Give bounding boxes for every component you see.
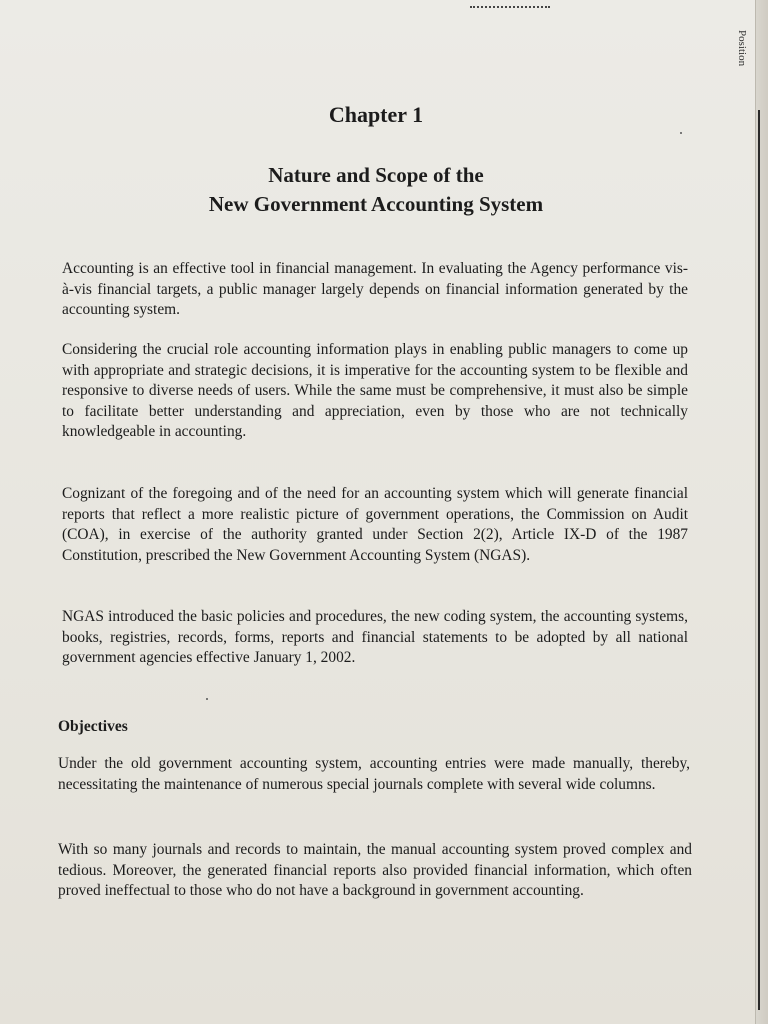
scan-speck [206, 698, 208, 700]
margin-label: Position [736, 30, 748, 67]
paragraph-journals: With so many journals and records to maintain, the manual accounting system proved complex and tedious. Moreover, the generated financial reports also provided financial information, which often proved ineffectual to those who do not have a background in government accounting. [58, 841, 692, 900]
objectives-heading: Objectives [58, 718, 128, 735]
adjacent-page-edge [755, 0, 768, 1024]
paragraph-ngas: NGAS introduced the basic policies and procedures, the new coding system, the accounting systems, books, registries, records, forms, reports and financial statements to be adopted by all national government agencies effective January 1, 2002. [62, 608, 688, 667]
top-edge-mark [470, 0, 550, 8]
chapter-title-line-2: New Government Accounting System [208, 192, 544, 216]
chapter-title-line-1: Nature and Scope of the [268, 163, 484, 187]
paragraph-old-system: Under the old government accounting system, accounting entries were made manually, thereby, necessitating the maintenance of numerous special journals complete with several wide columns. [58, 755, 690, 793]
chapter-label: Chapter 1 [328, 102, 424, 127]
page-edge-line [758, 110, 760, 1010]
paragraph-considering: Considering the crucial role accounting information plays in enabling public managers to come up with appropriate and strategic decisions, it is imperative for the accounting system to be flexible and responsive to diverse needs of users. While the same must be comprehensive, it must also be simple to facilitate better understanding and appreciation, even by those who are not technically knowledgeable in accounting. [62, 341, 688, 441]
scan-speck [680, 132, 682, 134]
chapter-title [0, 161, 752, 219]
paragraph-intro: Accounting is an effective tool in financial management. In evaluating the Agency performance vis-à-vis financial targets, a public manager largely depends on financial information generated by the accounting system. [62, 260, 688, 319]
paragraph-cognizant: Cognizant of the foregoing and of the need for an accounting system which will generate financial reports that reflect a more realistic picture of government operations, the Commission on Audit (COA), in exercise of the authority granted under Section 2(2), Article IX-D of the 1987 Constitution, prescribed the New Government Accounting System (NGAS). [62, 485, 688, 564]
